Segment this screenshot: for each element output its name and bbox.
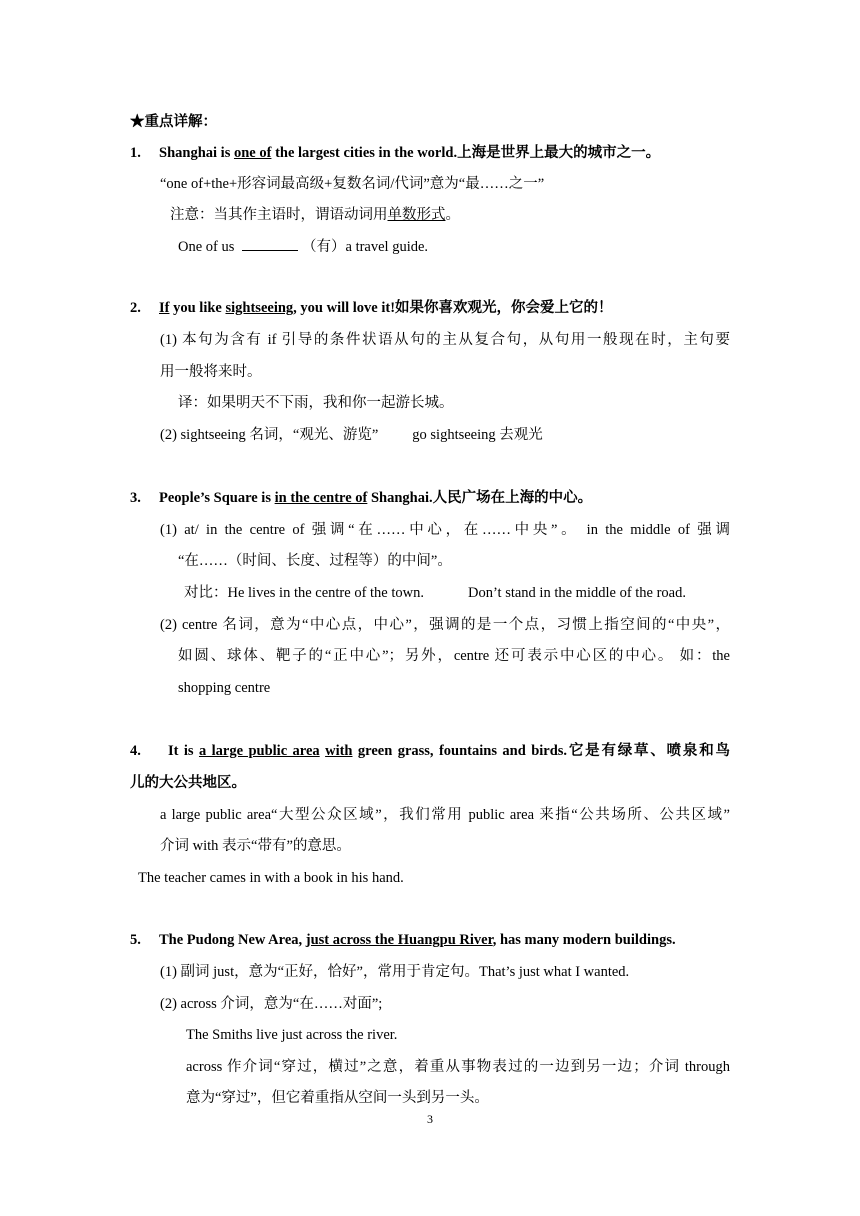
item-number: 5. (130, 932, 141, 948)
item-number: 2. (130, 300, 141, 316)
item-number: 1. (130, 145, 141, 161)
item-5-title (130, 930, 676, 950)
example-text: 对比：He lives in the centre of the town. (184, 585, 424, 601)
item-4-title-cont: 儿的大公共地区。 (130, 775, 246, 791)
item-5-line: 意为“穿过”，但它着重指从空间一头到另一头。 (186, 1090, 489, 1106)
item-number: 3. (130, 490, 141, 506)
title-text: The Pudong New Area, (159, 932, 306, 948)
item-4-line: 介词 with 表示“带有”的意思。 (160, 838, 351, 854)
title-text: you like (169, 300, 226, 316)
item-3-title (130, 488, 592, 508)
item-2-line: (1) 本句为含有 if 引导的条件状语从句的主从复合句，从句用一般现在时，主句要 (160, 332, 730, 348)
item-5-line: across 作介词“穿过，横过”之意，着重从事物表过的一边到另一边；介词 through (186, 1059, 730, 1075)
note-text: 注意：当其作主语时，谓语动词用 (170, 207, 388, 223)
definition-text: (2) sightseeing 名词，“观光、游览” (160, 427, 379, 443)
exercise-text: One of us (178, 239, 239, 255)
item-number: 4. (130, 743, 141, 759)
underlined-phrase: with (325, 743, 353, 759)
item-1-title (130, 143, 660, 163)
item-4-line: a large public area“大型公众区域”，我们常用 public area 来指“公共场所、公共区域” (160, 807, 730, 823)
title-text: green grass, fountains and birds.它是有绿草、喷泉和鸟 (352, 743, 730, 759)
item-1-note (170, 205, 460, 225)
item-1-exercise (178, 236, 428, 257)
exercise-text: （有）a travel guide. (302, 239, 429, 255)
item-3-line: 如圆、球体、靶子的“正中心”；另外，centre 还可表示中心区的中心。 如：the (178, 648, 730, 664)
title-text: , has many modern buildings. (492, 932, 676, 948)
title-text: the largest cities in the world.上海是世界上最大的城市之一。 (271, 145, 661, 161)
item-5-example: The Smiths live just across the river. (186, 1027, 398, 1043)
title-text: , you will love it!如果你喜欢观光，你会爱上它的！ (293, 300, 613, 316)
underlined-phrase: just across the Huangpu River (305, 932, 493, 948)
example-text: Don’t stand in the middle of the road. (468, 585, 686, 601)
item-2-line (160, 425, 543, 445)
underlined-phrase: in the centre of (274, 490, 368, 506)
item-3-line: shopping centre (178, 680, 271, 696)
underlined-phrase: If (159, 300, 170, 316)
item-1-line: “one of+the+形容词最高级+复数名词/代词”意为“最……之一” (160, 176, 545, 192)
underlined-phrase: 单数形式 (387, 207, 446, 223)
underlined-phrase: a large public area (198, 743, 320, 759)
item-2-translate: 译：如果明天不下雨，我和你一起游长城。 (178, 395, 454, 411)
item-3-compare (184, 583, 686, 603)
section-heading: ★重点详解： (130, 114, 217, 130)
note-text: 。 (445, 207, 460, 223)
item-3-line: “在……（时间、长度、过程等）的中间”。 (178, 553, 452, 569)
underlined-phrase: sightseeing (225, 300, 294, 316)
title-text: Shanghai is (159, 145, 234, 161)
item-3-line: (2) centre 名词，意为“中心点，中心”，强调的是一个点，习惯上指空间的“中央”， (160, 617, 730, 633)
fill-in-blank[interactable] (242, 236, 298, 251)
item-2-line: 用一般将来时。 (160, 364, 262, 380)
item-2-title (130, 298, 613, 318)
title-text: People’s Square is (159, 490, 275, 506)
item-4-title (130, 741, 730, 761)
definition-text: go sightseeing 去观光 (412, 427, 543, 443)
title-text: Shanghai.人民广场在上海的中心。 (367, 490, 593, 506)
title-text: It is (167, 743, 199, 759)
underlined-phrase: one of (233, 145, 272, 161)
item-5-line: (1) 副词 just，意为“正好，恰好”，常用于肯定句。That’s just what I wanted. (160, 964, 630, 980)
item-3-line: (1) at/ in the centre of 强调“在……中心，在……中央”。 in the middle of 强调 (160, 522, 730, 538)
item-5-line: (2) across 介词，意为“在……对面”; (160, 996, 383, 1012)
page-number: 3 (427, 1112, 433, 1126)
item-4-example: The teacher cames in with a book in his hand. (138, 870, 404, 886)
